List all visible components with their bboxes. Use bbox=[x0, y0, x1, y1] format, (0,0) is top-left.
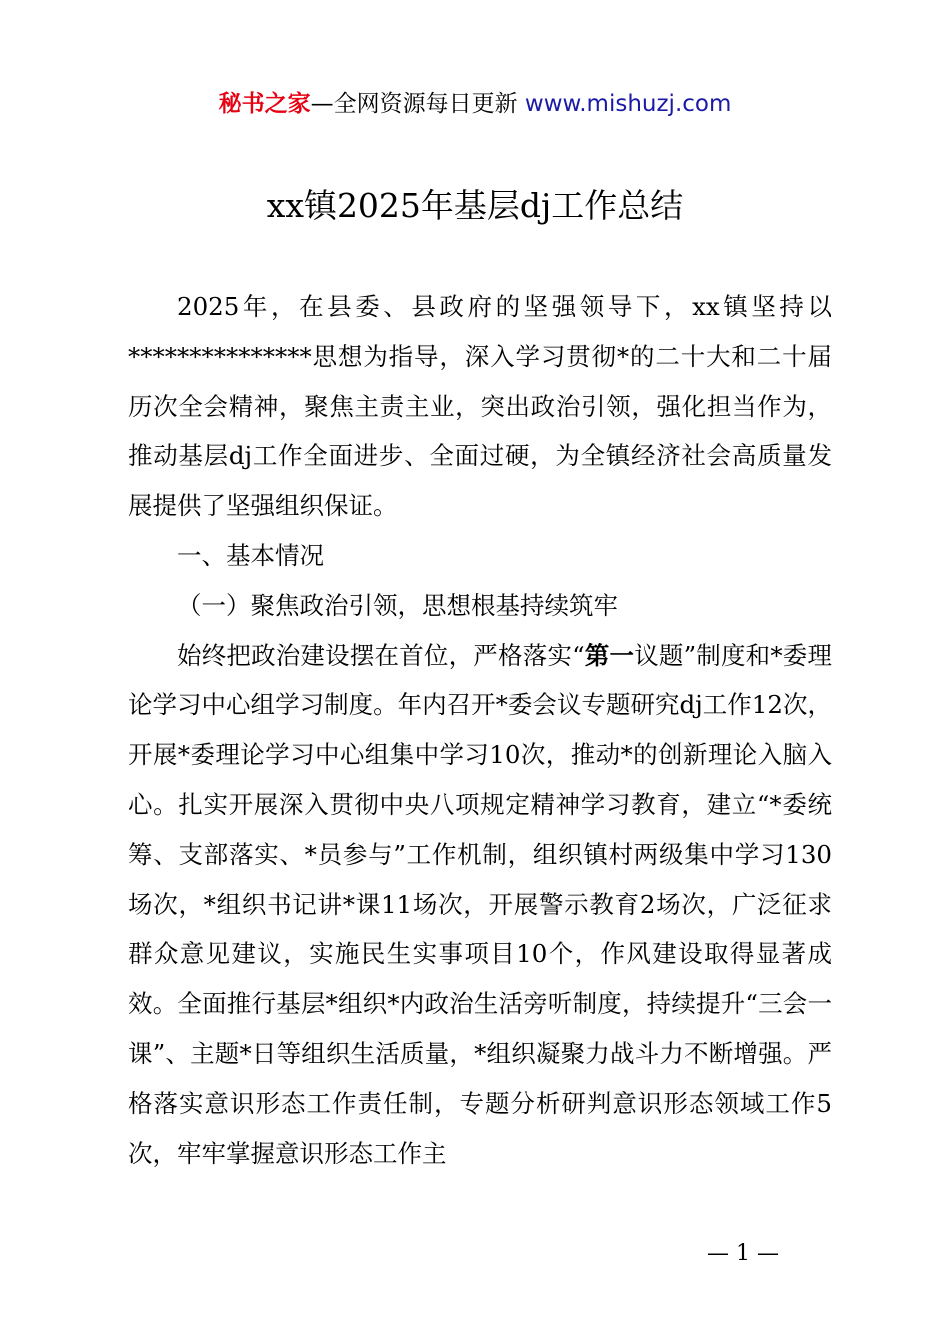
paragraph-text-start: 始终把政治建设摆在首位，严格落实“ bbox=[177, 640, 585, 670]
subsection-heading: （一）聚焦政治引领，思想根基持续筑牢 bbox=[177, 590, 618, 620]
document-title: xx镇2025年基层dj工作总结 bbox=[266, 186, 684, 225]
body-paragraph bbox=[128, 631, 832, 1179]
intro-paragraph: 2025年，在县委、县政府的坚强领导下，xx镇坚持以***************思想为指导，深入学习贯彻*的二十大和二十届历次全会精神，聚焦主责主业，突出政治引领，强化担当作为，推动基层dj工作全面进步、全面过硬，为全镇经济社会高质量发展提供了坚强组织保证。 bbox=[128, 292, 832, 521]
site-tagline: —全网资源每日更新 bbox=[310, 91, 518, 117]
bold-text: 第一 bbox=[584, 640, 635, 670]
site-url-link[interactable]: www.mishuzj.com bbox=[524, 91, 732, 117]
site-brand: 秘书之家 bbox=[218, 91, 311, 117]
document-body bbox=[128, 282, 832, 1178]
page-number: — 1 — bbox=[707, 1241, 779, 1266]
section-heading: 一、基本情况 bbox=[177, 540, 324, 570]
site-header bbox=[0, 86, 950, 122]
paragraph-text-rest: 议题”制度和*委理论学习中心组学习制度。年内召开*委会议专题研究dj工作12次，开展*委理论学习中心组集中学习10次，推动*的创新理论入脑入心。扎实开展深入贯彻中央八项规定精神学习教育，建立“*委统筹、支部落实、*员参与”工作机制，组织镇村两级集中学习130场次，*组织书记讲*课11场次，开展警示教育2场次，广泛征求群众意见建议，实施民生实事项目10个，作风建设取得显著成效。全面推行基层*组织*内政治生活旁听制度，持续提升“三会一课”、主题*日等组织生活质量，*组织凝聚力战斗力不断增强。严格落实意识形态工作责任制，专题分析研判意识形态领域工作5次，牢牢掌握意识形态工作主 bbox=[128, 640, 832, 1168]
